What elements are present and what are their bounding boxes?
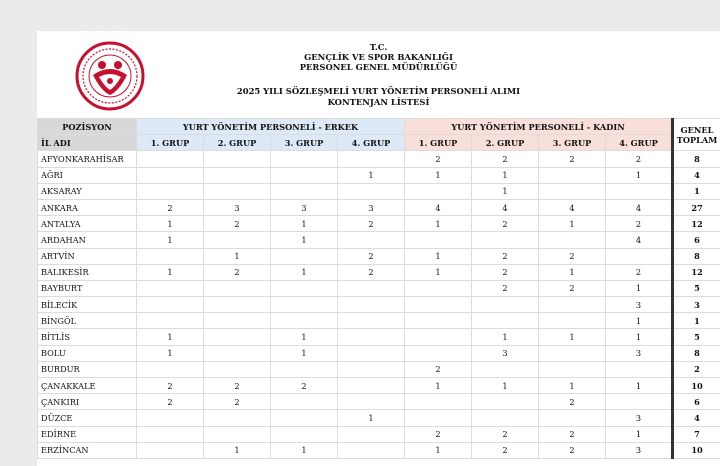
quota-cell — [405, 345, 472, 361]
quota-cell — [338, 183, 405, 199]
quota-cell — [539, 297, 606, 313]
quota-cell — [204, 280, 271, 296]
quota-cell: 1 — [606, 167, 673, 183]
table-row — [38, 297, 720, 313]
quota-cell: 2 — [539, 442, 606, 458]
quota-cell: 2 — [405, 426, 472, 442]
quota-cell — [472, 297, 539, 313]
grup-header: 4. GRUP — [338, 135, 405, 151]
quota-cell: 2 — [338, 248, 405, 264]
quota-cell: 2 — [539, 426, 606, 442]
quota-cell — [271, 361, 338, 377]
quota-cell: 4 — [606, 199, 673, 215]
quota-cell — [472, 313, 539, 329]
quota-cell — [338, 361, 405, 377]
total-cell: 8 — [673, 248, 720, 264]
il-adi-header: İL ADI — [38, 135, 137, 151]
quota-cell: 2 — [472, 442, 539, 458]
quota-cell — [539, 361, 606, 377]
quota-cell — [606, 248, 673, 264]
table-row — [38, 410, 720, 426]
quota-cell — [338, 345, 405, 361]
group-kadin-header: YURT YÖNETİM PERSONELİ - KADIN — [405, 119, 673, 135]
total-cell: 2 — [673, 361, 720, 377]
quota-cell — [204, 232, 271, 248]
grup-header: 1. GRUP — [137, 135, 204, 151]
grup-header: 2. GRUP — [472, 135, 539, 151]
quota-cell — [539, 345, 606, 361]
header-line-tc: T.C. — [369, 42, 388, 52]
quota-cell: 4 — [472, 199, 539, 215]
quota-cell — [204, 297, 271, 313]
table-row — [38, 280, 720, 296]
quota-cell: 2 — [472, 280, 539, 296]
quota-cell: 2 — [472, 426, 539, 442]
quota-cell: 1 — [405, 167, 472, 183]
quota-cell — [338, 426, 405, 442]
quota-cell: 2 — [472, 248, 539, 264]
total-cell: 5 — [673, 329, 720, 345]
quota-cell — [204, 329, 271, 345]
grup-header: 2. GRUP — [204, 135, 271, 151]
il-name-cell: ARDAHAN — [38, 232, 137, 248]
quota-cell: 1 — [271, 345, 338, 361]
il-name-cell: BURDUR — [38, 361, 137, 377]
quota-cell — [137, 248, 204, 264]
table-row — [38, 167, 720, 183]
quota-cell: 1 — [606, 378, 673, 394]
total-cell: 10 — [673, 442, 720, 458]
quota-cell — [137, 313, 204, 329]
table-row — [38, 264, 720, 280]
quota-cell — [539, 167, 606, 183]
quota-cell: 1 — [271, 216, 338, 232]
il-name-cell: BİLECİK — [38, 297, 137, 313]
total-cell: 1 — [673, 183, 720, 199]
table-header-groups — [38, 119, 720, 135]
il-name-cell: DÜZCE — [38, 410, 137, 426]
il-name-cell: BAYBURT — [38, 280, 137, 296]
quota-cell: 2 — [405, 361, 472, 377]
il-name-cell: BİTLİS — [38, 329, 137, 345]
quota-cell — [539, 410, 606, 426]
total-cell: 8 — [673, 151, 720, 167]
quota-cell: 1 — [271, 264, 338, 280]
quota-cell: 2 — [539, 394, 606, 410]
quota-cell: 2 — [606, 151, 673, 167]
quota-cell: 1 — [338, 167, 405, 183]
quota-cell: 2 — [539, 151, 606, 167]
quota-cell — [338, 394, 405, 410]
total-cell: 6 — [673, 232, 720, 248]
il-name-cell: AKSARAY — [38, 183, 137, 199]
quota-cell: 2 — [204, 264, 271, 280]
quota-cell: 1 — [472, 329, 539, 345]
quota-cell: 2 — [539, 248, 606, 264]
quota-cell: 1 — [539, 216, 606, 232]
quota-cell — [405, 410, 472, 426]
quota-cell: 1 — [271, 442, 338, 458]
quota-cell — [472, 394, 539, 410]
table-row — [38, 426, 720, 442]
quota-cell: 2 — [472, 216, 539, 232]
quota-cell: 1 — [338, 410, 405, 426]
quota-cell: 4 — [405, 199, 472, 215]
quota-cell: 1 — [472, 378, 539, 394]
quota-cell: 2 — [472, 264, 539, 280]
total-cell: 27 — [673, 199, 720, 215]
total-header — [673, 119, 720, 151]
il-name-cell: EDİRNE — [38, 426, 137, 442]
quota-cell: 4 — [606, 232, 673, 248]
quota-cell — [338, 232, 405, 248]
quota-cell — [405, 232, 472, 248]
total-header-line1: GENEL — [680, 124, 714, 135]
quota-cell — [137, 361, 204, 377]
il-name-cell: BOLU — [38, 345, 137, 361]
total-cell: 4 — [673, 410, 720, 426]
quota-cell: 1 — [606, 329, 673, 345]
quota-cell — [137, 183, 204, 199]
quota-cell: 3 — [606, 442, 673, 458]
quota-cell — [271, 183, 338, 199]
table-header-grups — [38, 135, 720, 151]
quota-cell: 1 — [405, 248, 472, 264]
quota-cell — [137, 442, 204, 458]
total-cell: 8 — [673, 345, 720, 361]
quota-cell: 1 — [204, 248, 271, 264]
il-name-cell: ÇANAKKALE — [38, 378, 137, 394]
document-header — [37, 31, 720, 117]
quota-cell: 3 — [606, 410, 673, 426]
table-row — [38, 394, 720, 410]
quota-cell — [472, 232, 539, 248]
quota-cell — [137, 297, 204, 313]
quota-cell: 3 — [606, 297, 673, 313]
grup-header: 4. GRUP — [606, 135, 673, 151]
total-cell: 6 — [673, 394, 720, 410]
quota-cell — [271, 280, 338, 296]
total-cell: 5 — [673, 280, 720, 296]
quota-cell — [405, 280, 472, 296]
quota-cell: 2 — [405, 151, 472, 167]
quota-cell — [271, 248, 338, 264]
il-name-cell: BALIKESİR — [38, 264, 137, 280]
quota-cell: 1 — [405, 264, 472, 280]
quota-cell: 1 — [472, 183, 539, 199]
total-cell: 10 — [673, 378, 720, 394]
quota-cell — [405, 183, 472, 199]
quota-cell: 1 — [472, 167, 539, 183]
il-name-cell: ARTVİN — [38, 248, 137, 264]
quota-cell: 1 — [204, 442, 271, 458]
total-cell: 12 — [673, 216, 720, 232]
quota-cell — [338, 280, 405, 296]
grup-header: 3. GRUP — [539, 135, 606, 151]
document-sheet — [37, 31, 720, 466]
quota-cell: 4 — [539, 199, 606, 215]
grup-header: 3. GRUP — [271, 135, 338, 151]
quota-cell — [204, 345, 271, 361]
table-row — [38, 151, 720, 167]
quota-cell: 1 — [271, 329, 338, 345]
quota-cell: 1 — [137, 345, 204, 361]
quota-cell — [472, 410, 539, 426]
quota-cell: 2 — [204, 394, 271, 410]
table-row — [38, 345, 720, 361]
quota-cell: 1 — [539, 264, 606, 280]
quota-cell: 1 — [606, 280, 673, 296]
total-cell: 12 — [673, 264, 720, 280]
quota-cell — [271, 394, 338, 410]
quota-cell — [204, 151, 271, 167]
quota-cell — [405, 394, 472, 410]
quota-cell: 2 — [606, 264, 673, 280]
quota-cell: 2 — [338, 264, 405, 280]
il-name-cell: ERZİNCAN — [38, 442, 137, 458]
quota-cell — [137, 426, 204, 442]
quota-cell — [606, 183, 673, 199]
table-row — [38, 232, 720, 248]
quota-cell — [204, 426, 271, 442]
quota-cell: 1 — [271, 232, 338, 248]
quota-cell: 1 — [539, 378, 606, 394]
quota-cell — [204, 410, 271, 426]
total-cell: 7 — [673, 426, 720, 442]
quota-cell — [137, 167, 204, 183]
quota-cell — [338, 297, 405, 313]
quota-cell: 2 — [204, 216, 271, 232]
quota-cell — [137, 151, 204, 167]
quota-cell: 3 — [271, 199, 338, 215]
quota-cell — [338, 378, 405, 394]
quota-cell — [137, 410, 204, 426]
total-cell: 3 — [673, 297, 720, 313]
header-line-subtitle: KONTENJAN LİSTESİ — [327, 97, 430, 107]
table-row — [38, 183, 720, 199]
quota-cell — [539, 232, 606, 248]
quota-cell — [271, 426, 338, 442]
quota-cell: 2 — [472, 151, 539, 167]
header-line-ministry: GENÇLİK VE SPOR BAKANLIĞI — [304, 52, 453, 62]
quota-cell: 2 — [204, 378, 271, 394]
quota-cell: 2 — [338, 216, 405, 232]
quota-cell — [405, 313, 472, 329]
table-row — [38, 199, 720, 215]
header-line-title: 2025 YILI SÖZLEŞMELİ YURT YÖNETİM PERSONELİ ALIMI — [236, 86, 521, 96]
total-cell: 4 — [673, 167, 720, 183]
quota-cell — [338, 442, 405, 458]
quota-cell — [405, 329, 472, 345]
quota-cell: 1 — [606, 313, 673, 329]
quota-cell: 2 — [137, 199, 204, 215]
table-row — [38, 216, 720, 232]
quota-cell — [204, 361, 271, 377]
quota-cell: 2 — [539, 280, 606, 296]
quota-cell: 3 — [204, 199, 271, 215]
quota-cell: 3 — [606, 345, 673, 361]
table-row — [38, 329, 720, 345]
grup-header: 1. GRUP — [405, 135, 472, 151]
quota-cell: 2 — [137, 394, 204, 410]
quota-cell: 3 — [338, 199, 405, 215]
quota-cell — [539, 313, 606, 329]
quota-cell — [204, 183, 271, 199]
table-row — [38, 248, 720, 264]
table-row — [38, 313, 720, 329]
quota-cell: 1 — [405, 216, 472, 232]
quota-cell — [472, 361, 539, 377]
quota-cell: 1 — [405, 442, 472, 458]
total-cell: 1 — [673, 313, 720, 329]
quota-cell — [606, 361, 673, 377]
quota-cell — [271, 151, 338, 167]
quota-cell: 1 — [539, 329, 606, 345]
quota-cell: 2 — [137, 378, 204, 394]
quota-cell: 1 — [137, 232, 204, 248]
il-name-cell: BİNGÖL — [38, 313, 137, 329]
table-row — [38, 442, 720, 458]
quota-cell: 1 — [137, 264, 204, 280]
pozisyon-header: POZİSYON — [38, 119, 137, 135]
quota-cell — [338, 151, 405, 167]
il-name-cell: ANKARA — [38, 199, 137, 215]
quota-cell — [606, 394, 673, 410]
il-name-cell: ANTALYA — [38, 216, 137, 232]
table-row — [38, 361, 720, 377]
group-erkek-header: YURT YÖNETİM PERSONELİ - ERKEK — [137, 119, 405, 135]
il-name-cell: ÇANKIRI — [38, 394, 137, 410]
header-line-directorate: PERSONEL GENEL MÜDÜRLÜĞÜ — [299, 62, 458, 72]
quota-cell: 1 — [405, 378, 472, 394]
il-name-cell: AFYONKARAHİSAR — [38, 151, 137, 167]
quota-cell: 3 — [472, 345, 539, 361]
quota-cell: 2 — [271, 378, 338, 394]
quota-cell — [271, 410, 338, 426]
quota-cell — [271, 297, 338, 313]
total-header-line2: TOPLAM — [676, 134, 718, 145]
quota-cell: 1 — [137, 216, 204, 232]
quota-cell — [204, 167, 271, 183]
quota-cell — [204, 313, 271, 329]
quota-cell — [271, 167, 338, 183]
quota-cell — [137, 280, 204, 296]
il-name-cell: AĞRI — [38, 167, 137, 183]
quota-cell — [271, 313, 338, 329]
quota-cell: 1 — [606, 426, 673, 442]
quota-cell: 1 — [137, 329, 204, 345]
quota-cell — [338, 329, 405, 345]
quota-cell — [338, 313, 405, 329]
quota-table — [37, 118, 720, 459]
quota-cell — [539, 183, 606, 199]
quota-cell: 2 — [606, 216, 673, 232]
table-row — [38, 378, 720, 394]
quota-cell — [405, 297, 472, 313]
